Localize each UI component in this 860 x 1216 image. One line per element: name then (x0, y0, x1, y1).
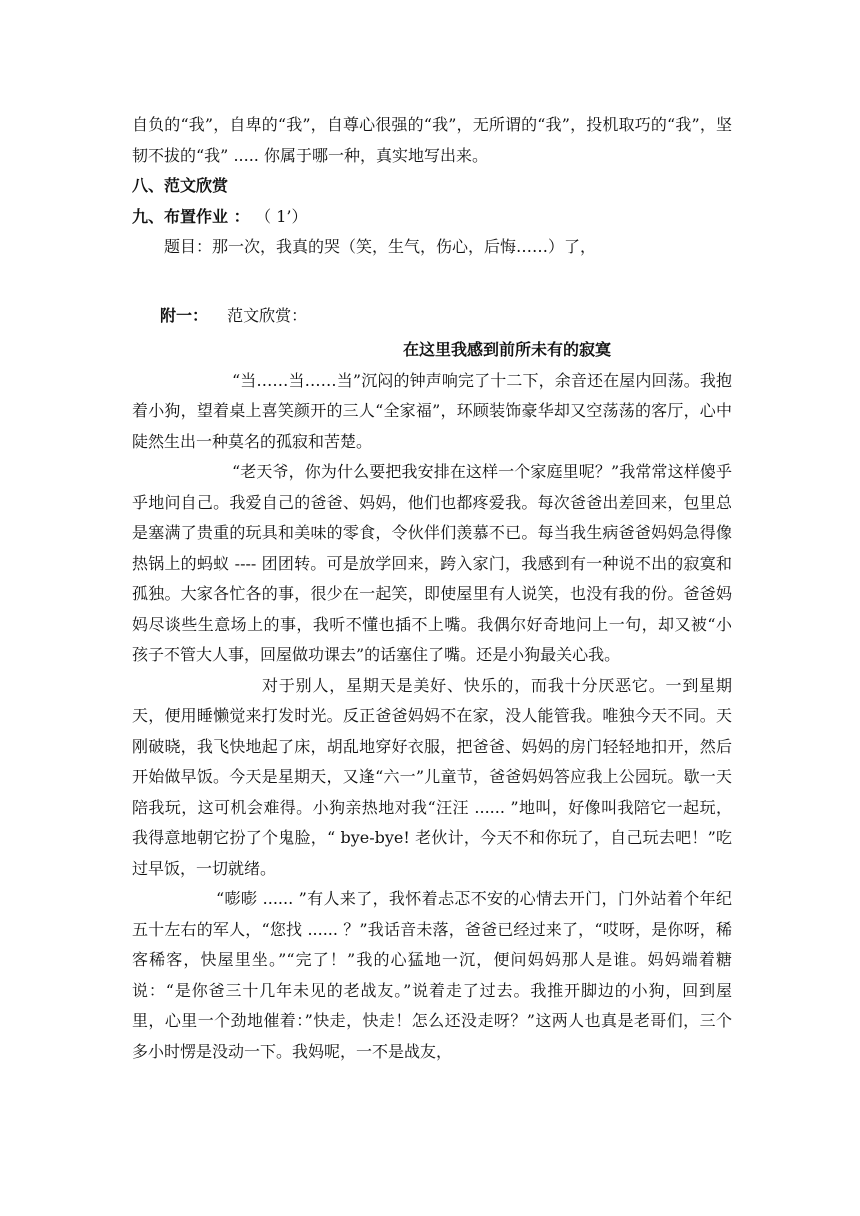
essay-paragraph: “嘭嘭 ...... ”有人来了，我怀着忐忑不安的心情去开门，门外站着个年纪五十左右的军人，“您找 ...... ？”我话音未落，爸爸已经过来了，“哎呀，是你呀，稀客稀客，快屋里坐。”“完了！”我的心猛地一沉，便问妈妈那人是谁。妈妈端着糖说：“是你爸三十几年未见的老战友。”说着走了过去。我推开脚边的小狗，回到屋里，心里一个劲地催着：”快走，快走！怎么还没走呀？”这两人也真是老哥们，三个多小时愣是没动一下。我妈呢，一不是战友， (132, 889, 732, 1061)
section-nine-note: （ 1’） (255, 206, 308, 226)
intro-paragraph: 自负的“我”，自卑的“我”，自尊心很强的“我”，无所谓的“我”，投机取巧的“我”，坚韧不拔的“我” ..... 你属于哪一种，真实地写出来。 (132, 115, 732, 165)
section-heading-eight: 八、范文欣赏 (132, 176, 229, 195)
section-heading-nine (132, 202, 732, 233)
spacer (132, 263, 732, 301)
essay-paragraph: “老天爷，你为什么要把我安排在这样一个家庭里呢？”我常常这样傻乎乎地问自己。我爱自己的爸爸、妈妈，他们也都疼爱我。每次爸爸出差回来，包里总是塞满了贵重的玩具和美味的零食，令伙伴们羡慕不已。每当我生病爸爸妈妈急得像热锅上的蚂蚁 ---- 团团转。可是放学回来，跨入家门，我感到有一种说不出的寂寞和孤独。大家各忙各的事，很少在一起笑，即使屋里有人说笑，也没有我的份。爸爸妈妈尽谈些生意场上的事，我听不懂也插不上嘴。我偶尔好奇地问上一句，却又被“小孩子不管大人事，回屋做功课去”的话塞住了嘴。还是小狗最关心我。 (132, 462, 732, 664)
assignment-topic: 题目：那一次，我真的哭（笑，生气，伤心，后悔……）了， (164, 237, 597, 256)
appendix-label: 附一： (160, 305, 209, 325)
appendix-line (132, 301, 732, 332)
essay-paragraph: “当……当……当”沉闷的钟声响完了十二下，余音还在屋内回荡。我抱着小狗，望着桌上喜笑颜开的三人“全家福”，环顾装饰豪华却又空荡荡的客厅，心中陡然生出一种莫名的孤寂和苦楚。 (132, 370, 732, 451)
essay-paragraph: 对于别人，星期天是美好、快乐的，而我十分厌恶它。一到星期天，便用睡懒觉来打发时光。反正爸爸妈妈不在家，没人能管我。唯独今天不同。天刚破晓，我飞快地起了床，胡乱地穿好衣服，把爸爸、妈妈的房门轻轻地扣开，然后开始做早饭。今天是星期天，又逢“六一”儿童节，爸爸妈妈答应我上公园玩。歇一天陪我玩，这可机会难得。小狗亲热地对我“汪汪 ...... ”地叫，好像叫我陪它一起玩，我得意地朝它扮了个鬼脸，“ bye-bye! 老伙计，今天不和你玩了，自己玩去吧！”吃过早饭，一切就绪。 (132, 675, 732, 878)
appendix-text: 范文欣赏： (227, 305, 308, 325)
document-page (132, 110, 732, 1067)
essay-title: 在这里我感到前所未有的寂寞 (402, 340, 611, 359)
section-nine-title: 九、布置作业 ： (132, 206, 250, 226)
